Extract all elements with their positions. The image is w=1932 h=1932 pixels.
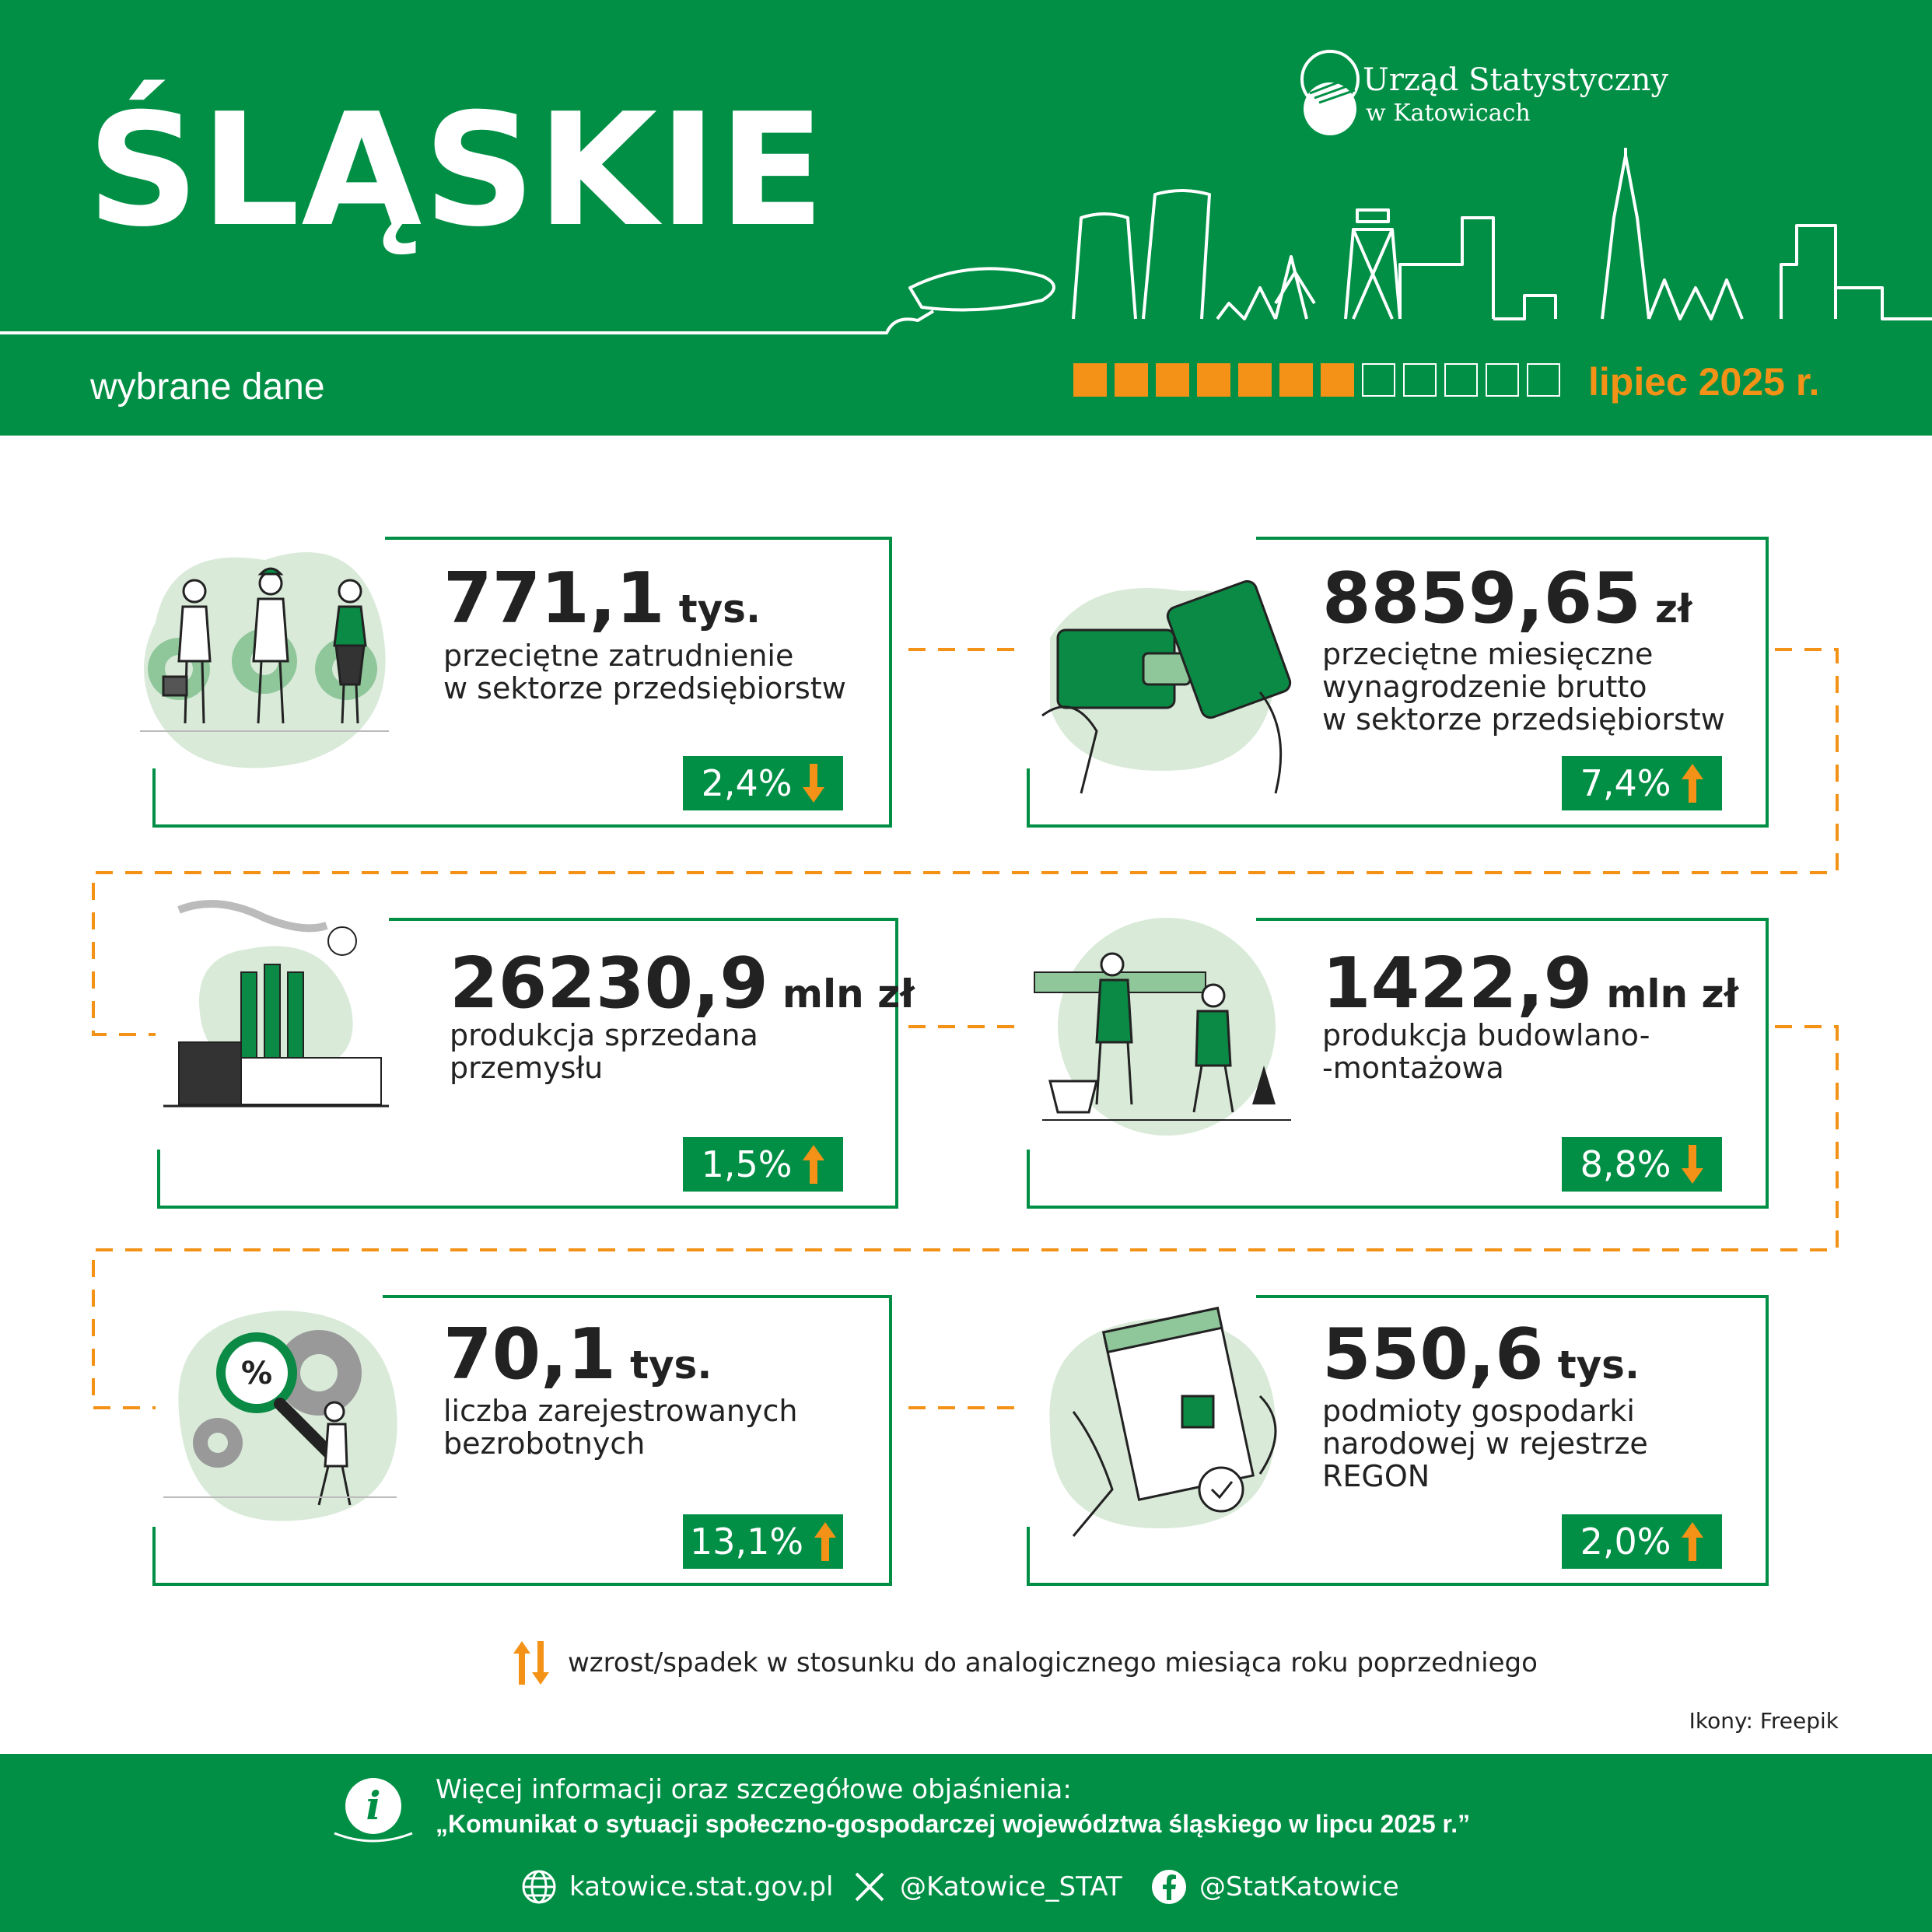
- indicator-unit: tys.: [1557, 1342, 1640, 1388]
- business-people-gears-icon: [124, 529, 404, 778]
- up-down-arrows-icon: [513, 1641, 549, 1685]
- change-value: 2,4%: [701, 762, 793, 804]
- icon-credit: Ikony: Freepik: [1689, 1708, 1839, 1734]
- legend: [513, 1641, 1538, 1685]
- change-badge: [1562, 1514, 1722, 1569]
- facebook-link[interactable]: [1151, 1869, 1399, 1905]
- magnifier-percent-icon: [156, 1303, 420, 1536]
- indicator-card-wages: [996, 513, 1773, 840]
- institution-name: Urząd Statystyczny: [1363, 62, 1669, 98]
- indicator-description: liczba zarejestrowanych bezrobotnych: [443, 1394, 798, 1461]
- indicator-unit: mln zł: [1606, 971, 1739, 1017]
- x-logo-icon: [852, 1869, 887, 1905]
- arrow-up-icon: [814, 1522, 836, 1561]
- indicator-card-construction: [996, 894, 1773, 1221]
- facebook-icon: [1151, 1869, 1187, 1905]
- indicator-value: 26230,9: [450, 943, 768, 1024]
- indicator-description: produkcja budowlano- -montażowa: [1322, 1018, 1650, 1085]
- website-text: katowice.stat.gov.pl: [569, 1871, 834, 1902]
- change-badge: [1562, 756, 1722, 810]
- indicator-value: 550,6: [1322, 1314, 1544, 1395]
- construction-workers-icon: [1027, 910, 1307, 1143]
- change-value: 13,1%: [689, 1521, 804, 1563]
- info-line1: Więcej informacji oraz szczegółowe objaśnienia:: [436, 1774, 1072, 1805]
- change-value: 7,4%: [1580, 762, 1671, 804]
- legend-text: wzrost/spadek w stosunku do analogicznego miesiąca roku poprzedniego: [568, 1647, 1538, 1678]
- x-handle-text: @Katowice_STAT: [900, 1871, 1122, 1902]
- region-title: ŚLĄSKIE: [87, 80, 827, 261]
- arrow-down-icon: [1682, 1145, 1703, 1184]
- footer-banner: [0, 1754, 1932, 1932]
- indicator-value: 771,1: [443, 558, 665, 639]
- arrow-up-icon: [803, 1145, 824, 1184]
- arrow-down-icon: [803, 764, 824, 803]
- indicator-unit: mln zł: [782, 971, 915, 1017]
- website-link[interactable]: [521, 1869, 833, 1905]
- indicator-description: produkcja sprzedana przemysłu: [450, 1018, 758, 1085]
- arrow-up-icon: [1682, 764, 1703, 803]
- wallet-card-hands-icon: [1027, 560, 1307, 809]
- indicator-card-regon: [996, 1272, 1773, 1598]
- header-subtitle: wybrane dane: [90, 366, 325, 408]
- factory-icon: [156, 894, 436, 1128]
- indicator-description: przeciętne zatrudnienie w sektorze przedsiębiorstw: [443, 639, 846, 705]
- arrow-up-icon: [1682, 1522, 1703, 1561]
- indicator-card-employment: [124, 513, 902, 840]
- change-badge: [683, 1514, 843, 1569]
- change-value: 2,0%: [1580, 1521, 1671, 1563]
- svg-text:i: i: [366, 1783, 381, 1829]
- indicator-card-industry: [124, 894, 915, 1221]
- x-link[interactable]: [852, 1869, 1122, 1905]
- indicator-unit: tys.: [678, 586, 761, 632]
- info-icon: [327, 1771, 420, 1849]
- change-badge: [1562, 1137, 1722, 1192]
- indicator-card-unemployment: [124, 1272, 902, 1598]
- indicator-unit: zł: [1654, 586, 1692, 632]
- indicator-value: 8859,65: [1322, 558, 1641, 639]
- indicator-value: 70,1: [443, 1314, 617, 1395]
- indicator-unit: tys.: [630, 1342, 712, 1388]
- indicator-value: 1422,9: [1322, 943, 1593, 1024]
- change-badge: [683, 756, 843, 810]
- institution-city: w Katowicach: [1366, 100, 1531, 127]
- change-value: 8,8%: [1580, 1143, 1671, 1185]
- indicator-description: podmioty gospodarki narodowej w rejestrze REGON: [1322, 1394, 1648, 1493]
- indicator-description: przeciętne miesięczne wynagrodzenie brutto w sektorze przedsiębiorstw: [1322, 637, 1725, 737]
- svg-text:%: %: [240, 1356, 273, 1391]
- facebook-text: @StatKatowice: [1199, 1871, 1399, 1902]
- registry-document-icon: [1027, 1303, 1307, 1552]
- info-line2: „Komunikat o sytuacji społeczno-gospodarczej województwa śląskiego w lipcu 2025 r.”: [436, 1810, 1471, 1838]
- globe-icon: [521, 1869, 557, 1905]
- change-badge: [683, 1137, 843, 1192]
- period-label: lipiec 2025 r.: [1588, 360, 1820, 404]
- change-value: 1,5%: [701, 1143, 793, 1185]
